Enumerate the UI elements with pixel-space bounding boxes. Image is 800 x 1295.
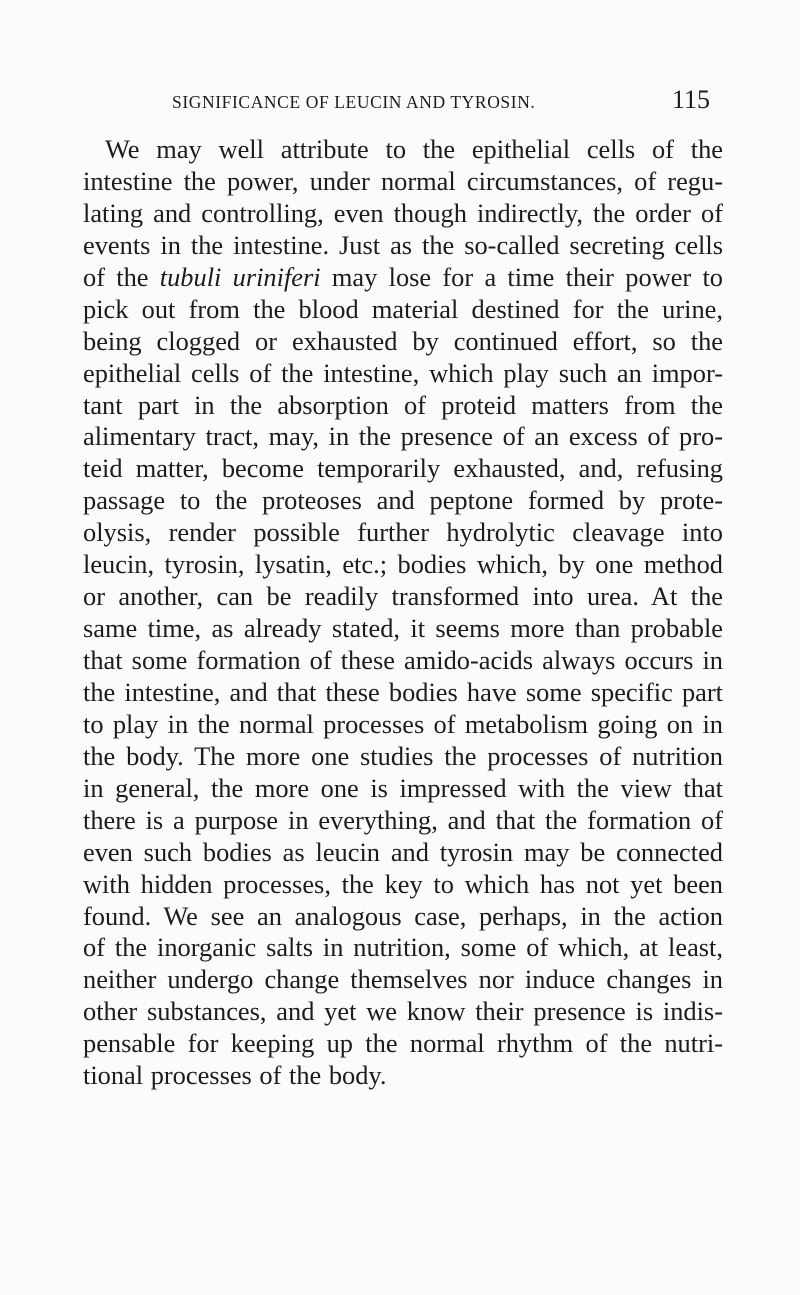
text-line-11: teid matter, become temporarily exhausted, and, refusing: [83, 453, 723, 484]
text-line-3: lating and controlling, even though indirectly, the order of: [83, 197, 723, 228]
running-head: [172, 85, 710, 118]
text-line-25: found. We see an analogous case, perhaps, in the action: [83, 900, 723, 931]
text-line-27: neither undergo change themselves nor induce changes in: [83, 964, 723, 995]
text-line-29: pensable for keeping up the normal rhythm of the nutri-: [83, 1028, 723, 1059]
text-line-4: events in the intestine. Just as the so-called secreting cells: [83, 229, 723, 260]
text-line-22: there is a purpose in everything, and that the formation of: [83, 804, 723, 835]
text-line-7: being clogged or exhausted by continued effort, so the: [83, 325, 723, 356]
text-line-26: of the inorganic salts in nutrition, some of which, at least,: [83, 932, 723, 963]
text-line-10: alimentary tract, may, in the presence of an excess of pro-: [83, 421, 723, 452]
text-line-30: tional processes of the body.: [83, 1060, 387, 1091]
text-line-23: even such bodies as leucin and tyrosin may be connected: [83, 836, 723, 867]
text-line-19: to play in the normal processes of metabolism going on in: [83, 708, 723, 739]
page-number: 115: [671, 85, 710, 114]
italic-term: tubuli uriniferi: [159, 261, 321, 292]
chapter-running-title: SIGNIFICANCE OF LEUCIN AND TYROSIN.: [172, 92, 536, 112]
body-paragraph: [83, 134, 723, 1092]
text-line-28: other substances, and yet we know their presence is indis-: [83, 996, 723, 1027]
text-line-5-start: of the: [83, 261, 160, 292]
text-line-17: that some formation of these amido-acids always occurs in: [83, 645, 723, 675]
text-line-5: [83, 262, 723, 294]
text-line-5-end: may lose for a time their power to: [320, 261, 724, 292]
text-line-6: pick out from the blood material destined for the urine,: [83, 293, 723, 324]
text-line-20: the body. The more one studies the processes of nutrition: [83, 740, 723, 771]
text-line-8: epithelial cells of the intestine, which play such an impor-: [83, 357, 723, 388]
text-line-2: intestine the power, under normal circumstances, of regu-: [83, 165, 723, 196]
text-line-15: or another, can be readily transformed into urea. At the: [83, 581, 723, 612]
text-line-14: leucin, tyrosin, lysatin, etc.; bodies which, by one method: [83, 549, 723, 580]
text-line-24: with hidden processes, the key to which has not yet been: [83, 868, 723, 899]
text-line-16: same time, as already stated, it seems more than probable: [83, 613, 723, 644]
text-line-1: We may well attribute to the epithelial cells of the: [105, 134, 723, 164]
text-line-18: the intestine, and that these bodies have some specific part: [83, 676, 723, 707]
text-line-12: passage to the proteoses and peptone formed by prote-: [83, 485, 723, 516]
text-line-13: olysis, render possible further hydrolytic cleavage into: [83, 517, 723, 548]
text-line-21: in general, the more one is impressed with the view that: [83, 772, 723, 803]
text-line-9: tant part in the absorption of proteid matters from the: [83, 389, 723, 420]
